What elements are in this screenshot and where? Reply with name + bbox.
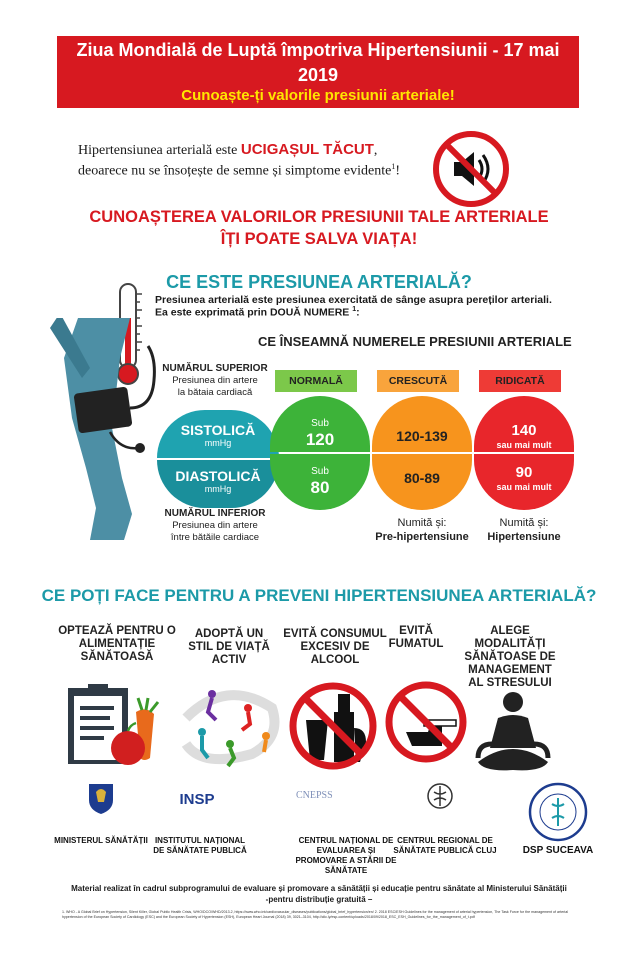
slogan-line1: CUNOAȘTEREA VALORILOR PRESIUNII TALE ARTERIALE <box>89 208 549 226</box>
upper-number-label-line2: la bătaia cardiacă <box>177 387 253 398</box>
elevated-column <box>372 396 472 510</box>
prevention-title: CE POȚI FACE PENTRU A PREVENI HIPERTENSIUNEA ARTERIALĂ? <box>41 586 597 605</box>
high-top-suffix: sau mai mult <box>496 440 552 450</box>
intro-line2 <box>78 162 400 180</box>
tip-healthy-diet <box>58 625 176 664</box>
no-smoking-icon <box>384 680 468 764</box>
government-crest-icon <box>86 780 116 816</box>
crsp-cluj-logo-icon <box>426 782 454 812</box>
upper-number-label-line1: Presiunea din artere <box>172 375 258 386</box>
systolic-half <box>157 410 279 458</box>
systolic-label: SISTOLICĂ <box>180 422 256 438</box>
normal-top-prefix: Sub <box>311 418 329 429</box>
normal-top-value: 120 <box>305 430 335 449</box>
tip-healthy-diet-line2: ALIMENTAȚIE <box>78 638 156 650</box>
no-alcohol-icon <box>284 680 382 772</box>
cnepss-logo-mark: CNEPSS <box>296 790 333 801</box>
definition-text-line2-end: : <box>356 306 360 319</box>
high-badge <box>479 370 561 392</box>
elevated-bottom-value: 80-89 <box>404 470 440 486</box>
high-footnote-line1: Numită și: <box>499 517 549 529</box>
silent-killer-text: UCIGAȘUL TĂCUT <box>240 141 374 158</box>
dsp-suceava-label: DSP SUCEAVA <box>522 845 594 856</box>
elevated-footnote-line1: Numită și: <box>397 517 447 529</box>
elevated-footnote <box>367 516 477 544</box>
intro-prefix: Hipertensiunea arterială este <box>78 143 241 158</box>
references: 1. WHO - A Global Brief on Hypertension, Silent Killer, Global Public Health Crisis, WHO/DCO/WHD/2013.2, https://www.who.int/cardiovascular_diseases/publications/global_brief_hypertension/en/ 2. 2018 ESC/ESH Guidelines for the management of arterial hypertension, The Task Force for the management of arterial hypertension of the European Society of Cardiology (ESC) and the European Society of Hypertension (ESH), European Heart Journal (2018) 39, 3021–3104, http://clic.ly/esp-content/uploads/2018/09/2018_ESC_ESH_Guidelines_for_the_management_of_t.pdf <box>62 910 569 919</box>
healthy-food-clipboard-icon <box>62 682 168 768</box>
tip-alcohol <box>280 628 390 667</box>
elevated-footnote-line2: Pre-hipertensiune <box>375 531 469 543</box>
normal-badge-label: NORMALĂ <box>289 375 343 387</box>
ministry-label: MINISTERUL SĂNĂTĂȚII <box>54 836 148 845</box>
high-bottom-value: 90 <box>515 464 533 481</box>
definition-ref: 1 <box>352 306 357 313</box>
crsp-cluj-label-line2: SĂNĂTATE PUBLICĂ CLUJ <box>393 846 497 855</box>
tip-smoking <box>385 625 447 651</box>
active-lifestyle-icon <box>172 678 286 770</box>
page-title-line2: 2019 <box>297 65 339 85</box>
high-footnote-line2: Hipertensiune <box>487 531 561 543</box>
diastolic-unit: mmHg <box>204 484 232 494</box>
footer-line2: -pentru distribuție gratuită – <box>265 895 373 904</box>
insp-label <box>140 836 260 856</box>
normal-bottom-value: 80 <box>310 478 330 497</box>
elevated-badge <box>377 370 459 392</box>
tip-stress-line1: ALEGE MODALITĂȚI <box>474 625 546 650</box>
tip-stress-line4: AL STRESULUI <box>468 677 552 689</box>
high-badge-label: RIDICATĂ <box>495 375 545 387</box>
tip-active-lifestyle-line2: STIL DE VIAȚĂ ACTIV <box>188 641 270 666</box>
header-banner <box>57 36 579 108</box>
systolic-diastolic-pill <box>157 410 279 508</box>
page-subtitle: Cunoaște-ți valorile presiunii arteriale! <box>181 87 455 104</box>
numbers-title: CE ÎNSEAMNĂ NUMERELE PRESIUNII ARTERIALE <box>258 334 572 349</box>
arm-blood-pressure-cuff-icon <box>20 318 160 540</box>
definition-title: CE ESTE PRESIUNEA ARTERIALĂ? <box>166 272 472 292</box>
intro-suffix: , <box>373 143 378 158</box>
elevated-top-value: 120-139 <box>396 428 448 444</box>
insp-label-line1: INSTITUTUL NAȚIONAL <box>154 836 246 845</box>
page-title-line1: Ziua Mondială de Luptă împotriva Hipertensiunii - 17 mai <box>76 40 560 60</box>
definition-text-line1: Presiunea arterială este presiunea exercitată de sânge asupra pereților arteriali. <box>155 294 552 306</box>
definition-text-line2 <box>155 306 360 319</box>
crsp-cluj-label <box>390 836 500 856</box>
cnepss-label-line2: PROMOVARE A STĂRII DE SĂNĂTATE <box>295 856 397 875</box>
meditation-icon <box>470 688 556 774</box>
elevated-badge-label: CRESCUTĂ <box>388 375 448 387</box>
cnepss-label-line1: CENTRUL NAȚIONAL DE EVALUAREA ȘI <box>298 836 394 855</box>
insp-logo-mark: INSP <box>179 791 215 808</box>
lower-number-label <box>140 508 290 544</box>
tip-stress-line2: SĂNĂTOASE DE <box>464 651 556 663</box>
intro-line2-end: ! <box>395 163 401 179</box>
footer-line1: Material realizat în cadrul subprogramului de evaluare și promovare a sănătății și educație pentru sănătate al Ministerului Sănătății <box>71 884 567 893</box>
tip-smoking-line2: FUMATUL <box>388 638 444 650</box>
high-footnote <box>469 516 579 544</box>
intro-line2-ref: 1 <box>391 162 396 171</box>
definition-text-line2-main: Ea este exprimată prin DOUĂ NUMERE <box>155 306 350 319</box>
normal-badge <box>275 370 357 392</box>
slogan-line2: ÎȚI POATE SALVA VIAȚA! <box>220 230 418 248</box>
dsp-suceava-seal-icon <box>526 782 590 842</box>
systolic-unit: mmHg <box>204 438 232 448</box>
diastolic-half <box>157 460 279 508</box>
normal-bottom-prefix: Sub <box>311 466 329 477</box>
high-bottom-suffix: sau mai mult <box>496 482 552 492</box>
tip-active-lifestyle-line1: ADOPTĂ UN <box>194 628 264 640</box>
mute-speaker-icon <box>432 130 510 208</box>
upper-number-label <box>140 363 290 399</box>
diastolic-label: DIASTOLICĂ <box>175 468 261 484</box>
tip-stress-line3: MANAGEMENT <box>468 664 552 676</box>
tip-healthy-diet-line3: SĂNĂTOASĂ <box>80 651 154 663</box>
tip-alcohol-line1: EVITĂ CONSUMUL <box>283 628 387 640</box>
intro-line2-text: deoarece nu se însoțește de semne și simptome evidente <box>78 163 392 179</box>
high-top-value: 140 <box>511 422 537 439</box>
normal-column <box>270 396 370 510</box>
lower-number-label-line1: Presiunea din artere <box>172 520 258 531</box>
tip-stress <box>454 625 566 690</box>
lower-number-label-title: NUMĂRUL INFERIOR <box>164 508 266 519</box>
high-column <box>474 396 574 510</box>
upper-number-label-title: NUMĂRUL SUPERIOR <box>162 363 268 374</box>
tip-healthy-diet-line1: OPTEAZĂ PENTRU O <box>58 625 176 637</box>
lower-number-label-line2: între bătăile cardiace <box>170 532 260 543</box>
crsp-cluj-label-line1: CENTRUL REGIONAL DE <box>397 836 493 845</box>
tip-alcohol-line2: EXCESIV DE ALCOOL <box>300 641 370 666</box>
intro-line1 <box>78 141 377 159</box>
insp-label-line2: DE SĂNĂTATE PUBLICĂ <box>153 846 247 855</box>
cnepss-logo-icon <box>296 790 356 806</box>
insp-logo-icon <box>172 782 222 812</box>
tip-active-lifestyle <box>174 628 284 667</box>
tip-smoking-line1: EVITĂ <box>399 625 433 637</box>
